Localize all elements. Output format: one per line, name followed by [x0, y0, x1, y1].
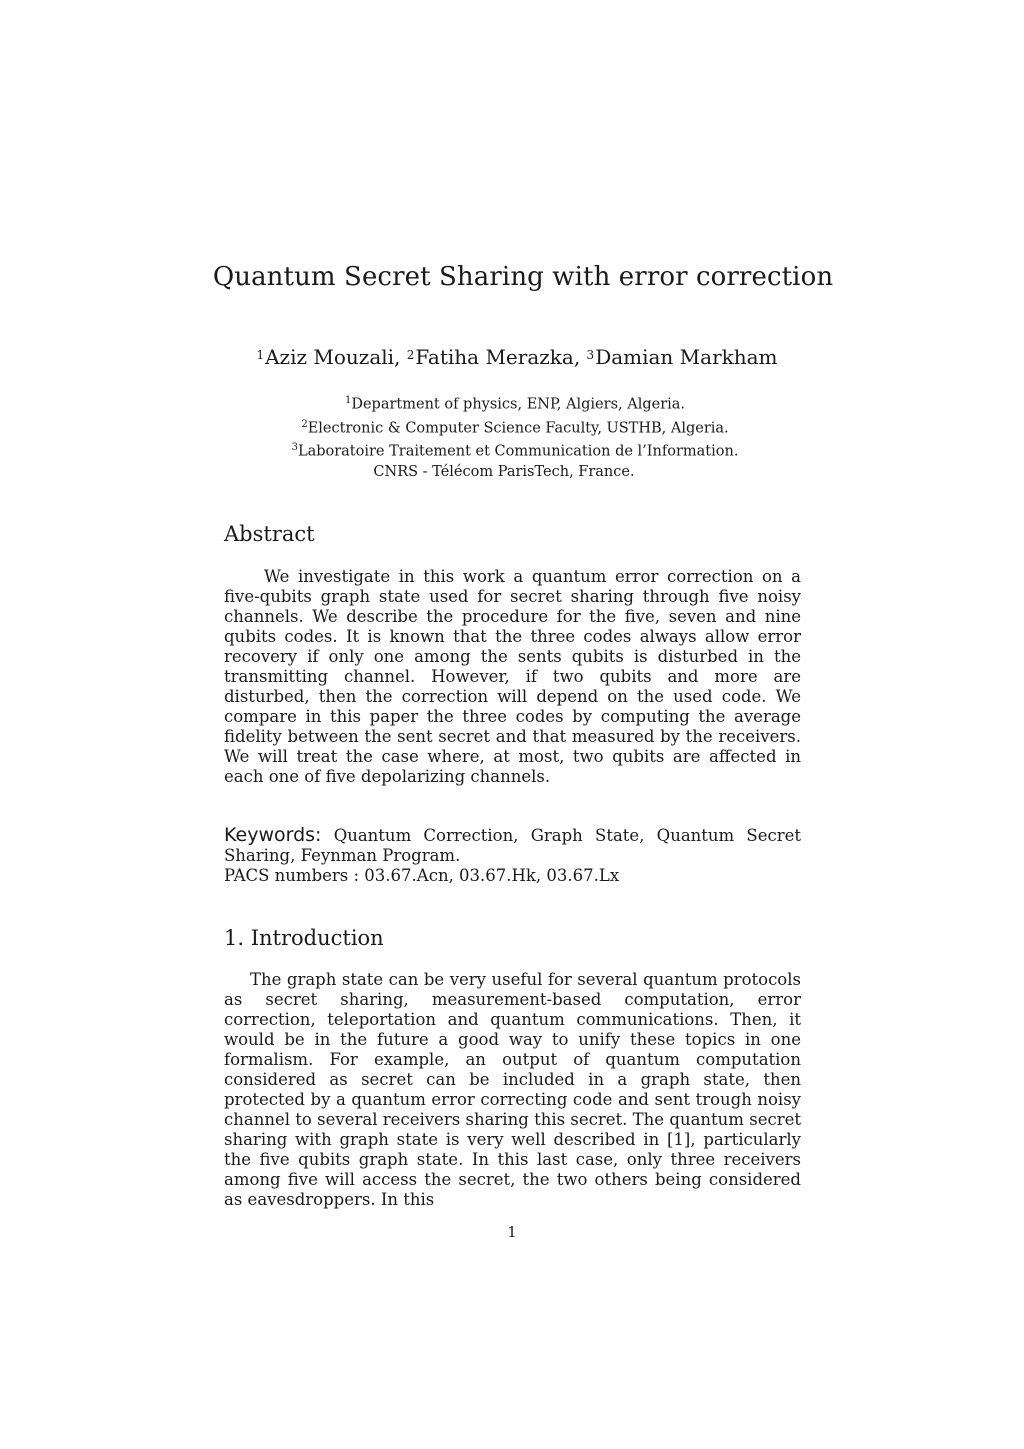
- author: [407, 345, 580, 369]
- affiliation-text: CNRS - Télécom ParisTech, France.: [373, 463, 635, 480]
- affiliation: [3, 438, 1024, 462]
- keywords-label: Keywords:: [224, 824, 322, 846]
- author-mark: 1: [256, 347, 265, 362]
- affiliation-mark: 2: [301, 418, 308, 430]
- affiliation: [3, 391, 1024, 415]
- author: [256, 345, 400, 369]
- affiliation-mark: 1: [344, 395, 352, 406]
- author: [587, 345, 778, 369]
- affiliation-list: [3, 391, 1024, 482]
- author-name: Fatiha Merazka,: [415, 345, 581, 369]
- keywords-line: [224, 825, 801, 846]
- author-mark: 2: [406, 347, 415, 362]
- abstract-body: We investigate in this work a quantum error correction on a five-qubits graph state used for secret sharing through five noisy channels. We describe the procedure for the five, seven and nine qubits codes. It is known that the three codes always allow error recovery if only one among the sents qubits is disturbed in the transmitting channel. However, if two qubits and more are disturbed, then the correction will depend on the used code. We compare in this paper the three codes by computing the average fidelity between the sent secret and that measured by the receivers. We will treat the case where, at most, two qubits are affected in each one of five depolarizing channels.: [224, 567, 801, 786]
- affiliation: [3, 415, 1024, 439]
- paper-title: Quantum Secret Sharing with error correction: [212, 262, 834, 292]
- abstract-heading: Abstract: [224, 522, 315, 546]
- keywords-text: Quantum Correction, Graph State, Quantum Secret: [333, 826, 801, 845]
- affiliation: [0, 462, 1016, 482]
- author-mark: 3: [586, 347, 595, 362]
- page-number: 1: [507, 1223, 517, 1241]
- pacs-numbers: PACS numbers : 03.67.Acn, 03.67.Hk, 03.67.Lx: [224, 866, 620, 885]
- affiliation-text: Electronic & Computer Science Faculty, USTHB, Algeria.: [307, 420, 729, 436]
- affiliation-text: Department of physics, ENP, Algiers, Algeria.: [351, 396, 686, 413]
- keywords-line: Sharing, Feynman Program.: [224, 846, 461, 865]
- keywords-block: [224, 825, 801, 886]
- author-list: [5, 345, 1024, 369]
- author-name: Aziz Mouzali,: [265, 345, 401, 369]
- introduction-heading: 1. Introduction: [224, 926, 384, 950]
- introduction-body: The graph state can be very useful for several quantum protocols as secret sharing, measurement-based computation, error correction, teleportation and quantum communications. Then, it would be in the future a good way to unify these topics in one formalism. For example, an output of quantum computation considered as secret can be included in a graph state, then protected by a quantum error correcting code and sent trough noisy channel to several receivers sharing this secret. The quantum secret sharing with graph state is very well described in [1], particularly the five qubits graph state. In this last case, only three receivers among five will access the secret, the two others being considered as eavesdroppers. In this: [224, 970, 801, 1209]
- affiliation-mark: 3: [291, 442, 298, 453]
- author-name: Damian Markham: [595, 345, 778, 369]
- affiliation-text: Laboratoire Traitement et Communication de l’Information.: [297, 443, 739, 460]
